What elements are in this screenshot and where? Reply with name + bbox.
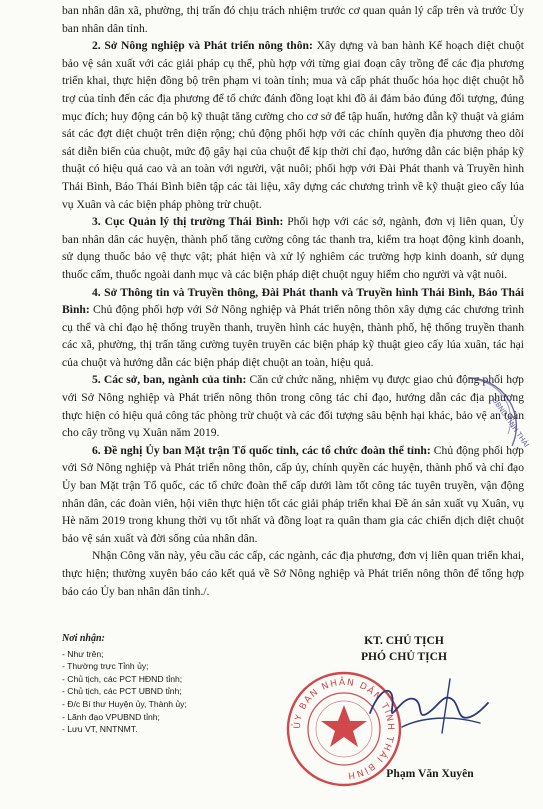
paragraph-1: ban nhân dân xã, phường, thị trấn đó chịu trách nhiệm trước cơ quan quản lý cấp trên và trước Ủy ban nhân dân tỉnh. bbox=[62, 4, 524, 35]
paragraph-6: 6. Đề nghị Ủy ban Mặt trận Tổ quốc tỉnh, các tổ chức đoàn thể tỉnh: Chủ động phối hợp với Sở Nông nghiệp và Phát triển nông thôn, cấp ủy, chính quyền các huyện, thành phố và chỉ đạo Ủy ban Mặt trận Tổ quốc, các tổ chức đoàn thể cấp dưới làm tốt công tác tuyên truyền, vận động nhân dân, các đoàn viên, hội viên thực hiện tốt các giải pháp triển khai Đề án sản xuất vụ Xuân, vụ Hè năm 2019 trong khung thời vụ tốt nhất và đồng loạt ra quân tham gia các chiến dịch diệt chuột bảo vệ sản xuất và đời sống của nhân dân. bbox=[62, 443, 524, 545]
signer-title: PHÓ CHỦ TỊCH bbox=[360, 650, 448, 663]
handwritten-signature bbox=[362, 673, 492, 743]
section-heading-2: 2. Sở Nông nghiệp và Phát triển nông thôn: bbox=[92, 39, 313, 53]
signer-authority: KT. CHỦ TỊCH bbox=[364, 634, 444, 647]
recipient-item: - Thường trực Tỉnh ủy; bbox=[62, 661, 149, 672]
recipients-block bbox=[62, 633, 282, 736]
paragraph-closing: Nhận Công văn này, yêu cầu các cấp, các ngành, các địa phương, đơn vị liên quan triển khai, thực hiện; thường xuyên báo cáo kết quả về Sở Nông nghiệp và Phát triển nông thôn để tổng hợp báo cáo Ủy ban nhân dân tỉnh./. bbox=[62, 549, 524, 598]
recipient-item: - Chủ tịch, các PCT HĐND tỉnh; bbox=[62, 673, 183, 684]
seal-text: ỦY BAN NHÂN DÂN TỈNH THÁI BÌNH bbox=[292, 677, 396, 781]
document-body bbox=[62, 2, 524, 600]
signature-block bbox=[294, 633, 514, 665]
paragraph-3: 3. Cục Quản lý thị trường Thái Bình: Phối hợp với các sở, ngành, đơn vị liên quan, Ủy ban nhân dân các huyện, thành phố tăng cường công tác thanh tra, kiểm tra hoạt động kinh doanh, sử dụng thuốc bảo vệ thực vật; phát hiện và xử lý nghiêm các trường hợp kinh doanh, sử dụng thuốc cấm, thuốc ngoài danh mục và các biện pháp diệt chuột nguy hiểm cho người và vật nuôi. bbox=[62, 215, 524, 281]
signer-name: Phạm Văn Xuyên bbox=[386, 767, 474, 780]
recipient-item: - Đ/c Bí thư Huyện ủy, Thành ủy; bbox=[62, 698, 187, 709]
recipients-title: Nơi nhận: bbox=[62, 633, 105, 644]
section-heading-5: 5. Các sở, ban, ngành của tỉnh: bbox=[92, 373, 247, 387]
side-stamp bbox=[462, 372, 531, 452]
recipient-item: - Chủ tịch, các PCT UBND tỉnh; bbox=[62, 686, 182, 697]
section-heading-3: 3. Cục Quản lý thị trường Thái Bình: bbox=[92, 215, 284, 229]
paragraph-5: 5. Các sở, ban, ngành của tỉnh: Căn cứ chức năng, nhiệm vụ được giao chủ động phối hợp với Sở Nông nghiệp và Phát triển nông thôn trong công tác chỉ đạo, hướng dẫn các địa phương thực hiện có hiệu quả công tác phòng trừ chuột và các đối tượng sâu bệnh hại khác, bảo vệ an toàn cho cây trồng vụ Xuân năm 2019. bbox=[62, 373, 524, 440]
footer-section bbox=[62, 633, 524, 809]
section-heading-6: 6. Đề nghị Ủy ban Mặt trận Tổ quốc tỉnh, các tổ chức đoàn thể tỉnh: bbox=[92, 443, 431, 457]
section-heading-4: 4. Sở Thông tin và Truyền thông, Đài Phát thanh và Truyền hình Thái Bình, Báo Thái Bình: bbox=[62, 285, 524, 317]
recipient-item: - Như trên; bbox=[62, 648, 104, 659]
paragraph-4: 4. Sở Thông tin và Truyền thông, Đài Phát thanh và Truyền hình Thái Bình, Báo Thái Bình: Chủ động phối hợp với Sở Nông nghiệp và Phát triển nông thôn xây dựng các chương trình cụ thể và chỉ đạo hệ thống truyền thanh, truyền hình các huyện, thành phố, hệ thống truyền thanh các xã, phường, thị trấn tăng cường tuyên truyền các biện pháp kỹ thuật gieo cấy lúa xuân, tác hại của chuột và hướng dẫn các biện pháp diệt chuột an toàn, hiệu quả. bbox=[62, 285, 524, 369]
recipient-item: - Lưu VT, NNTNMT. bbox=[62, 724, 138, 735]
recipient-item: - Lãnh đạo VPUBND tỉnh; bbox=[62, 711, 160, 722]
paragraph-2: 2. Sở Nông nghiệp và Phát triển nông thôn: Xây dựng và ban hành Kế hoạch diệt chuột bảo vệ sản xuất với các giải pháp cụ thể, phù hợp với từng giai đoạn cây trồng để các địa phương triển khai, thực hiện đồng bộ trên phạm vi toàn tỉnh; mua và cấp phát thuốc hóa học diệt chuột hỗ trợ của tỉnh đến các địa phương để tổ chức đánh đồng loạt khi đồ ải đảm bảo đúng đối tượng, đúng mục đích; huy động cán bộ kỹ thuật tăng cường cho cơ sở để tập huấn, hướng dẫn kỹ thuật và giám sát các đợt diệt chuột trên diện rộng; chủ động phối hợp với các chính quyền địa phương theo dõi sát diễn biến của chuột, mức độ gây hại của chuột để kịp thời chỉ đạo, hướng dẫn các biện pháp kỹ thuật có hiệu quả cao và an toàn với người, vật nuôi; phối hợp với Đài Phát thanh và Truyền hình Thái Bình, Báo Thái Bình biên tập các tài liệu, xây dựng các chương trình về kỹ thuật gieo cấy lúa vụ Xuân và các biện pháp phòng trừ chuột. bbox=[62, 39, 525, 211]
side-stamp-text: UBND TỈNH THÁI bbox=[490, 396, 531, 449]
